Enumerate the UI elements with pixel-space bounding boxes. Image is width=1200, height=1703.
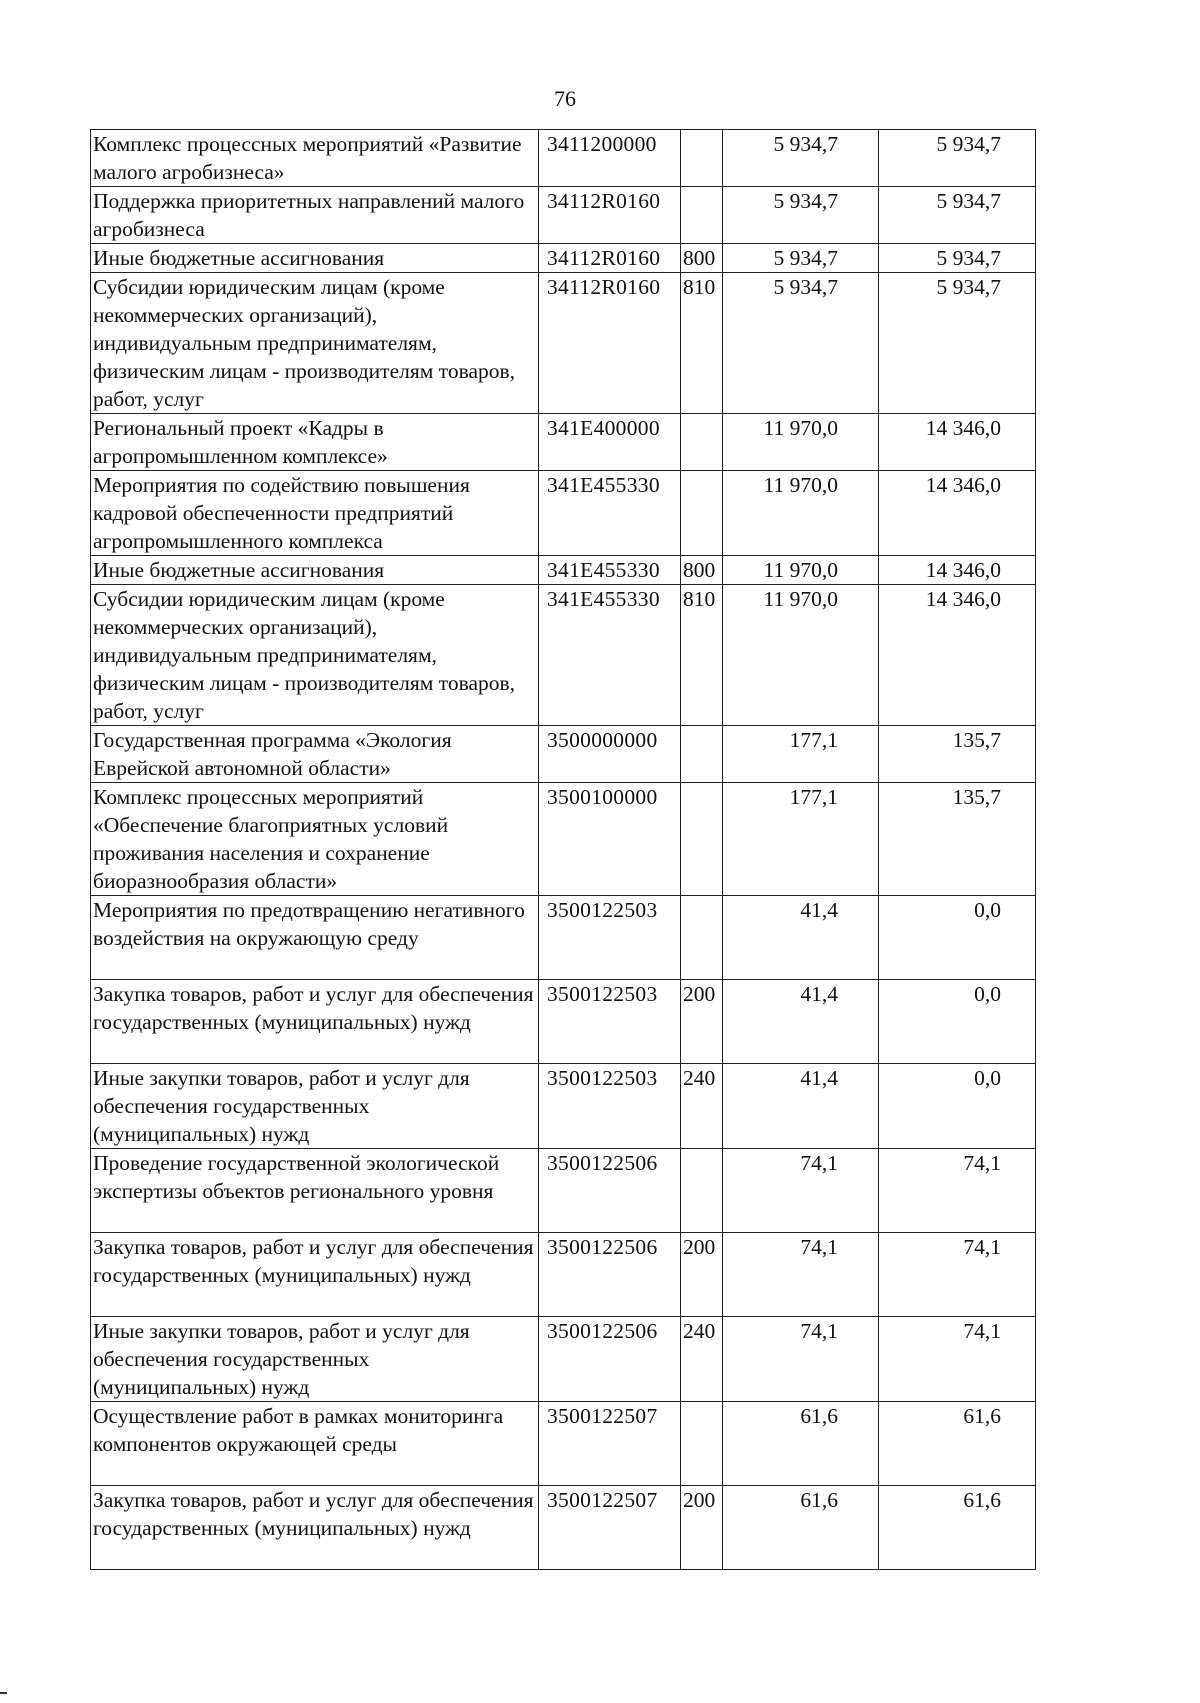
table-row	[91, 783, 1036, 896]
row-sum-2: 5 934,7	[879, 130, 1036, 187]
row-sum-2: 14 346,0	[879, 471, 1036, 556]
row-expense-type	[681, 414, 723, 471]
row-sum-2: 0,0	[879, 980, 1036, 1064]
row-expense-type: 810	[681, 585, 723, 726]
table-row	[91, 585, 1036, 726]
row-expense-type: 200	[681, 1486, 723, 1570]
table-row	[91, 896, 1036, 980]
row-name: Закупка товаров, работ и услуг для обеспечения государственных (муниципальных) нужд	[91, 980, 539, 1064]
row-code: 3500122506	[539, 1149, 681, 1233]
table-row	[91, 556, 1036, 585]
row-sum-1: 61,6	[723, 1486, 879, 1570]
row-sum-1: 61,6	[723, 1402, 879, 1486]
row-code: 341E455330	[539, 471, 681, 556]
row-code: 341E455330	[539, 585, 681, 726]
row-expense-type	[681, 187, 723, 244]
row-name: Государственная программа «Экология Еврейской автономной области»	[91, 726, 539, 783]
row-sum-1: 74,1	[723, 1317, 879, 1402]
row-sum-2: 74,1	[879, 1149, 1036, 1233]
table-row	[91, 1317, 1036, 1402]
table-row	[91, 414, 1036, 471]
row-expense-type	[681, 1402, 723, 1486]
row-code: 3411200000	[539, 130, 681, 187]
row-sum-2: 14 346,0	[879, 556, 1036, 585]
row-sum-1: 5 934,7	[723, 273, 879, 414]
row-code: 3500100000	[539, 783, 681, 896]
row-sum-2: 74,1	[879, 1233, 1036, 1317]
row-code: 34112R0160	[539, 244, 681, 273]
row-expense-type	[681, 783, 723, 896]
row-name: Региональный проект «Кадры в агропромышленном комплексе»	[91, 414, 539, 471]
row-code: 3500122506	[539, 1233, 681, 1317]
row-sum-2: 135,7	[879, 783, 1036, 896]
row-code: 34112R0160	[539, 187, 681, 244]
table-row	[91, 1064, 1036, 1149]
row-name: Мероприятия по предотвращению негативного воздействия на окружающую среду	[91, 896, 539, 980]
budget-table	[90, 129, 1036, 1570]
row-sum-1: 11 970,0	[723, 556, 879, 585]
row-expense-type	[681, 471, 723, 556]
table-row	[91, 726, 1036, 783]
page-number: 76	[554, 86, 576, 111]
table-row	[91, 1486, 1036, 1570]
row-sum-2: 5 934,7	[879, 187, 1036, 244]
row-expense-type: 200	[681, 1233, 723, 1317]
row-name: Субсидии юридическим лицам (кроме некоммерческих организаций), индивидуальным предпринимателям, физическим лицам - производителям товаров, работ, услуг	[91, 585, 539, 726]
row-sum-2: 5 934,7	[879, 273, 1036, 414]
row-code: 3500122503	[539, 896, 681, 980]
table-row	[91, 1149, 1036, 1233]
row-sum-1: 5 934,7	[723, 130, 879, 187]
row-code: 3500000000	[539, 726, 681, 783]
row-name: Закупка товаров, работ и услуг для обеспечения государственных (муниципальных) нужд	[91, 1486, 539, 1570]
row-expense-type	[681, 726, 723, 783]
row-expense-type: 800	[681, 244, 723, 273]
row-name: Мероприятия по содействию повышения кадровой обеспеченности предприятий агропромышленного комплекса	[91, 471, 539, 556]
row-sum-2: 74,1	[879, 1317, 1036, 1402]
row-code: 3500122507	[539, 1402, 681, 1486]
row-sum-1: 11 970,0	[723, 414, 879, 471]
row-expense-type: 240	[681, 1064, 723, 1149]
row-sum-2: 14 346,0	[879, 414, 1036, 471]
table-row	[91, 1402, 1036, 1486]
table-row	[91, 130, 1036, 187]
row-code: 3500122507	[539, 1486, 681, 1570]
row-sum-2: 14 346,0	[879, 585, 1036, 726]
row-sum-1: 11 970,0	[723, 471, 879, 556]
row-name: Иные бюджетные ассигнования	[91, 556, 539, 585]
row-sum-1: 41,4	[723, 980, 879, 1064]
row-name: Субсидии юридическим лицам (кроме некоммерческих организаций), индивидуальным предпринимателям, физическим лицам - производителям товаров, работ, услуг	[91, 273, 539, 414]
row-sum-2: 0,0	[879, 896, 1036, 980]
row-code: 3500122503	[539, 1064, 681, 1149]
row-name: Иные бюджетные ассигнования	[91, 244, 539, 273]
row-code: 3500122506	[539, 1317, 681, 1402]
row-sum-1: 177,1	[723, 783, 879, 896]
row-expense-type: 810	[681, 273, 723, 414]
table-row	[91, 273, 1036, 414]
row-sum-1: 41,4	[723, 896, 879, 980]
row-sum-1: 74,1	[723, 1233, 879, 1317]
row-name: Закупка товаров, работ и услуг для обеспечения государственных (муниципальных) нужд	[91, 1233, 539, 1317]
row-code: 34112R0160	[539, 273, 681, 414]
table-row	[91, 187, 1036, 244]
table-row	[91, 980, 1036, 1064]
row-expense-type	[681, 130, 723, 187]
row-expense-type: 240	[681, 1317, 723, 1402]
table-row	[91, 471, 1036, 556]
row-name: Поддержка приоритетных направлений малого агробизнеса	[91, 187, 539, 244]
row-code: 3500122503	[539, 980, 681, 1064]
row-sum-1: 177,1	[723, 726, 879, 783]
row-name: Комплекс процессных мероприятий «Развитие малого агробизнеса»	[91, 130, 539, 187]
row-code: 341E400000	[539, 414, 681, 471]
row-expense-type: 200	[681, 980, 723, 1064]
row-sum-2: 0,0	[879, 1064, 1036, 1149]
row-sum-1: 41,4	[723, 1064, 879, 1149]
row-expense-type	[681, 1149, 723, 1233]
row-sum-2: 5 934,7	[879, 244, 1036, 273]
row-code: 341E455330	[539, 556, 681, 585]
row-name: Осуществление работ в рамках мониторинга компонентов окружающей среды	[91, 1402, 539, 1486]
scan-edge-mark	[0, 1692, 7, 1694]
row-name: Иные закупки товаров, работ и услуг для обеспечения государственных (муниципальных) нужд	[91, 1317, 539, 1402]
row-sum-1: 5 934,7	[723, 187, 879, 244]
row-sum-2: 61,6	[879, 1486, 1036, 1570]
row-expense-type: 800	[681, 556, 723, 585]
row-sum-1: 5 934,7	[723, 244, 879, 273]
row-sum-1: 74,1	[723, 1149, 879, 1233]
row-name: Иные закупки товаров, работ и услуг для обеспечения государственных (муниципальных) нужд	[91, 1064, 539, 1149]
table-row	[91, 1233, 1036, 1317]
table-row	[91, 244, 1036, 273]
row-expense-type	[681, 896, 723, 980]
row-sum-2: 61,6	[879, 1402, 1036, 1486]
row-name: Проведение государственной экологической экспертизы объектов регионального уровня	[91, 1149, 539, 1233]
row-sum-2: 135,7	[879, 726, 1036, 783]
row-name: Комплекс процессных мероприятий «Обеспечение благоприятных условий проживания населения и сохранение биоразнообразия области»	[91, 783, 539, 896]
row-sum-1: 11 970,0	[723, 585, 879, 726]
